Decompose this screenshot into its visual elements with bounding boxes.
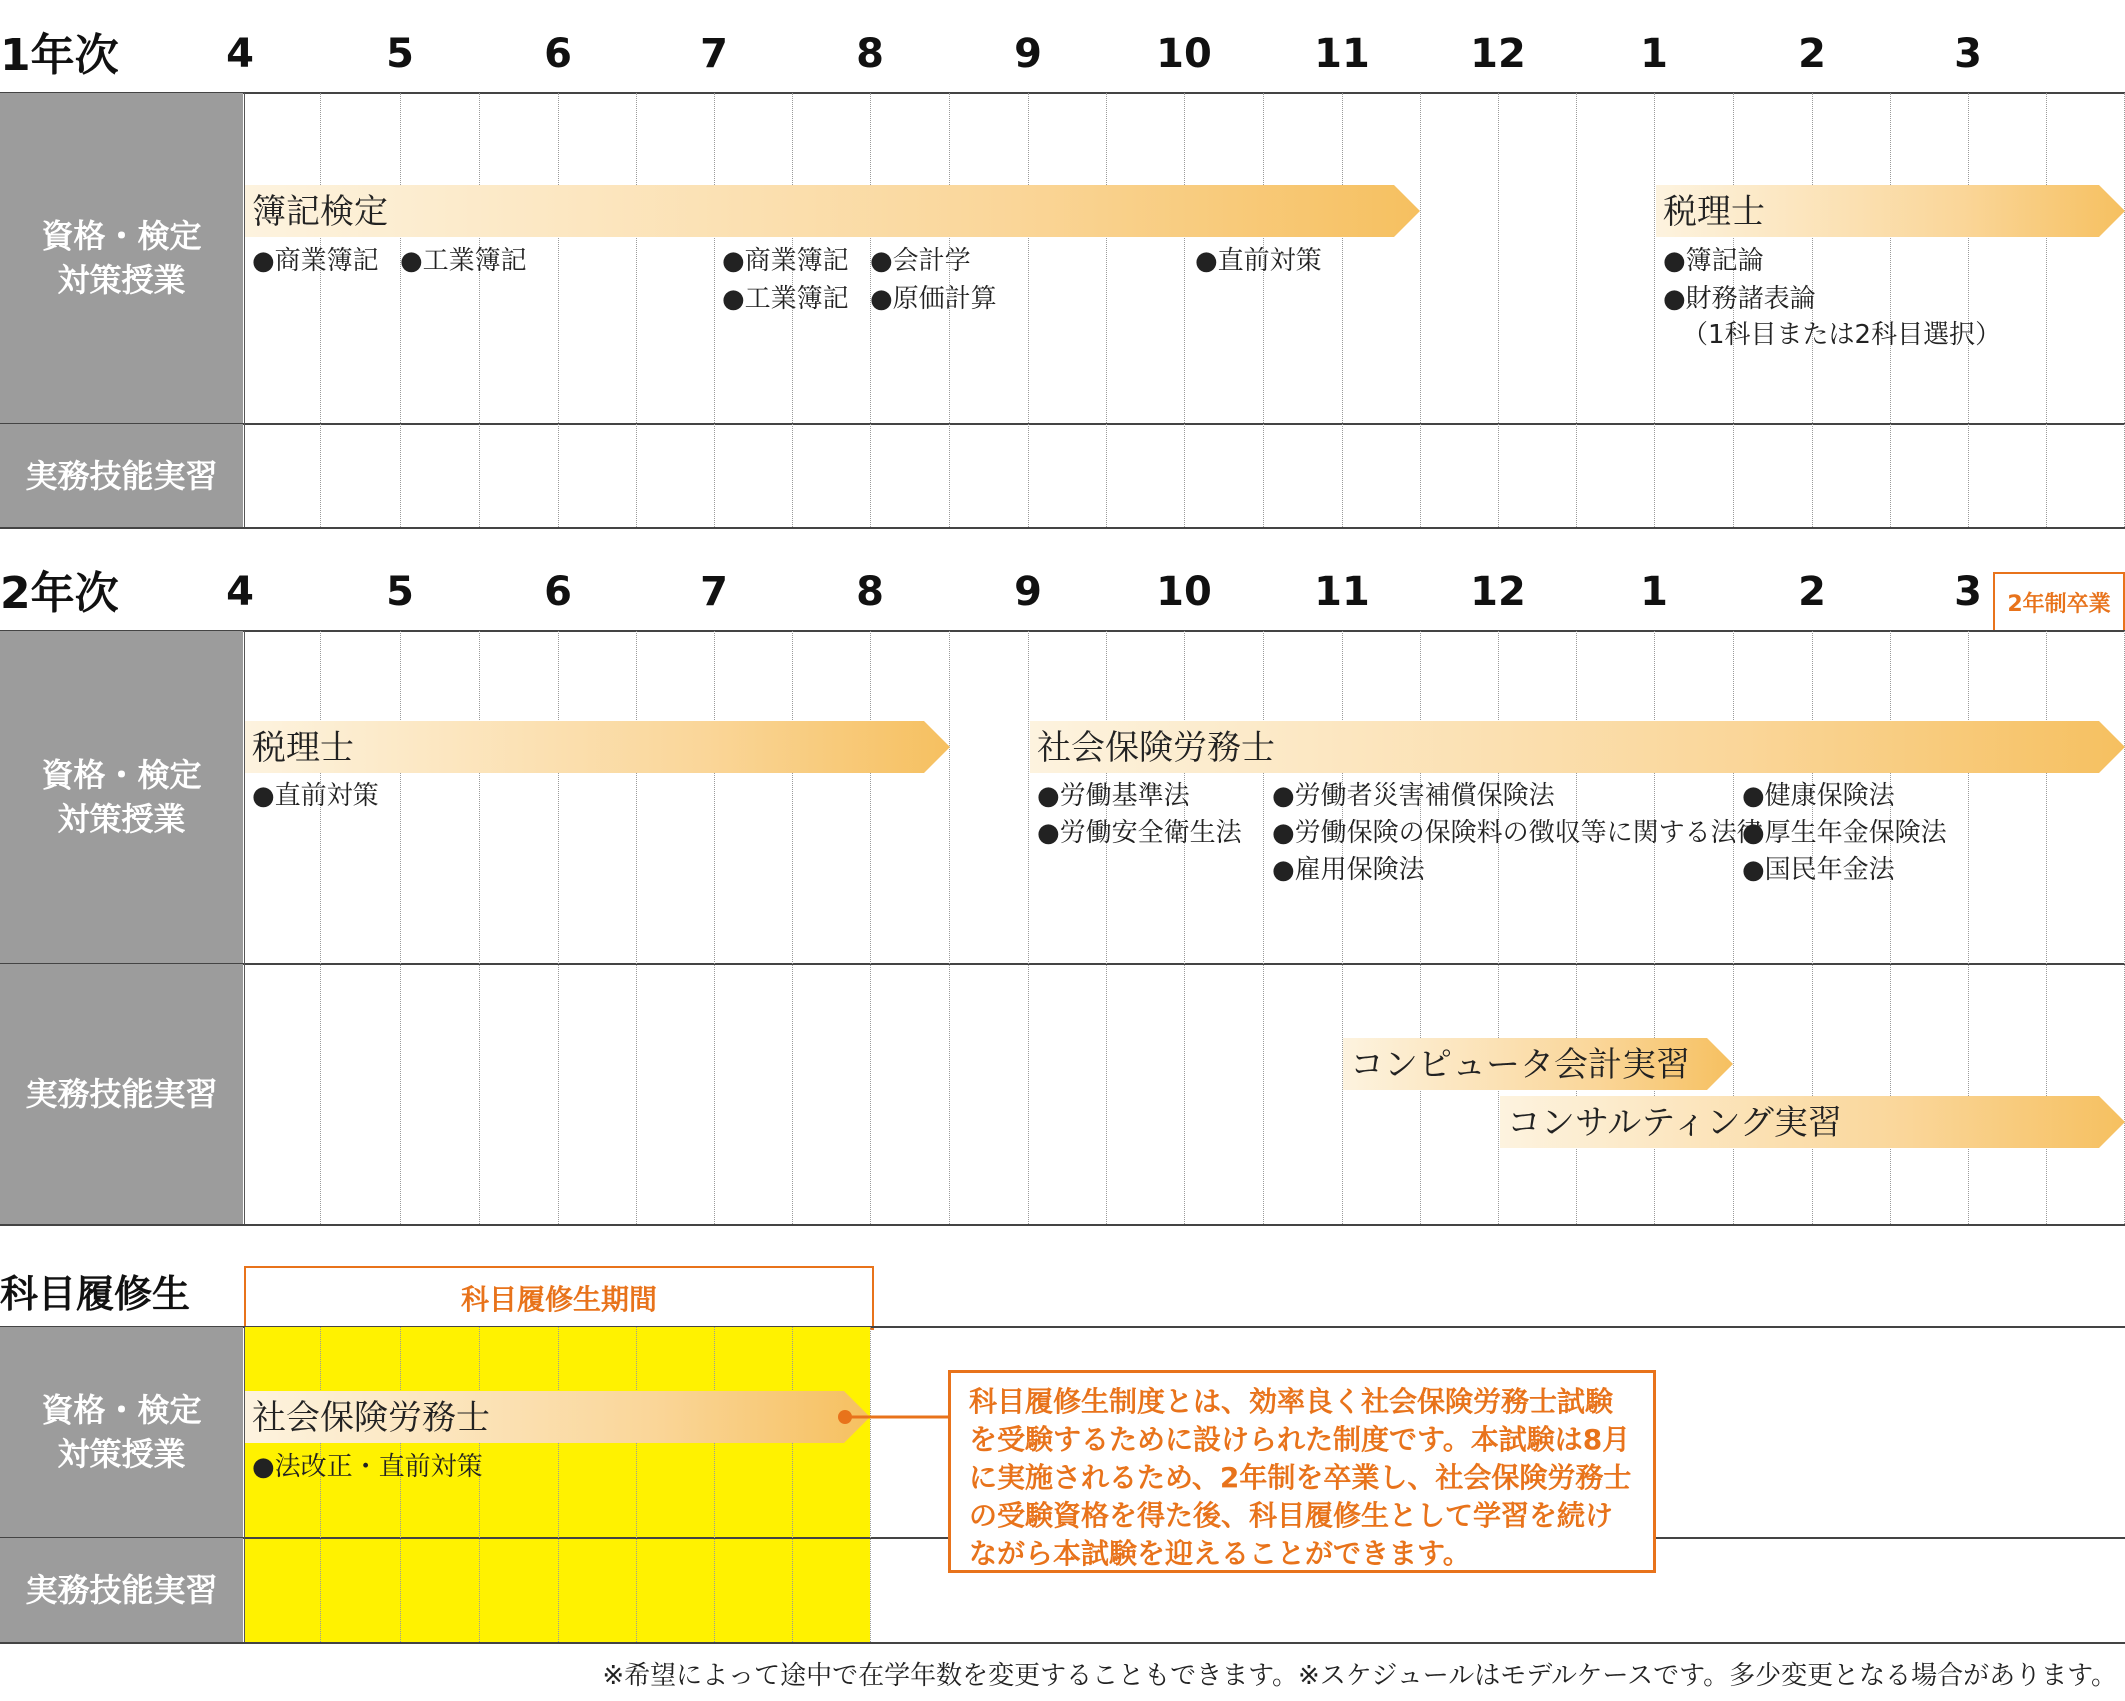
boki-title: 簿記検定	[252, 192, 388, 232]
month-label: 4	[226, 569, 254, 615]
month-label: 10	[1156, 31, 1212, 77]
month-label: 5	[386, 569, 414, 615]
boki-item: ●商業簿記	[252, 246, 379, 276]
year2-practice-label: 実務技能実習	[0, 964, 243, 1224]
boki-item: ●商業簿記	[722, 246, 849, 276]
boki-item: ●直前対策	[1195, 246, 1322, 276]
month-label: 8	[856, 569, 884, 615]
sharoushi-item: ●労働基準法	[1037, 781, 1190, 811]
zeirishi-item: ●財務諸表論	[1663, 284, 1816, 314]
zeirishi2-title: 税理士	[252, 728, 354, 768]
year1-qual-label: 資格・検定 対策授業	[0, 93, 243, 423]
year1-practice-label: 実務技能実習	[0, 424, 243, 527]
month-label: 8	[856, 31, 884, 77]
zeirishi-item: ●簿記論	[1663, 246, 1764, 276]
month-label: 9	[1014, 31, 1042, 77]
month-label: 10	[1156, 569, 1212, 615]
sharoushi-item: ●厚生年金保険法	[1742, 818, 1947, 848]
sharoushi-item: ●労働安全衛生法	[1037, 818, 1242, 848]
sharoushi-item: ●労働保険の保険料の徴収等に関する法律	[1272, 818, 1763, 848]
sharoushi-item: ●国民年金法	[1742, 855, 1895, 885]
sharoushi-title: 社会保険労務士	[1037, 728, 1275, 768]
zeirishi-item: （1科目または2科目選択）	[1682, 320, 2002, 350]
sharoushi-item: ●雇用保険法	[1272, 855, 1425, 885]
month-label: 2	[1798, 569, 1826, 615]
year2-qual-label: 資格・検定 対策授業	[0, 631, 243, 963]
rishu-sharoushi-item: ●法改正・直前対策	[252, 1452, 483, 1482]
month-label: 11	[1314, 569, 1370, 615]
footer-note: ※希望によって途中で在学年数を変更することもできます。※スケジュールはモデルケースです。多少変更となる場合があります。	[602, 1661, 2117, 1691]
month-label: 3	[1954, 569, 1982, 615]
month-label: 7	[700, 31, 728, 77]
rishu-note: 科目履修生制度とは、効率良く社会保険労務士試験を受験するために設けられた制度です。本試験は8月に実施されるため、2年制を卒業し、社会保険労務士の受験資格を得た後、科目履修生として学習を続けながら本試験を迎えることができます。	[948, 1370, 1656, 1573]
month-label: 1	[1640, 31, 1668, 77]
year2-title: 2年次	[0, 568, 119, 619]
boki-item: ●工業簿記	[400, 246, 527, 276]
rishu-title: 科目履修生	[0, 1272, 191, 1316]
month-label: 5	[386, 31, 414, 77]
sharoushi-item: ●健康保険法	[1742, 781, 1895, 811]
consulting-title: コンサルティング実習	[1507, 1103, 1842, 1143]
month-label: 11	[1314, 31, 1370, 77]
month-label: 2	[1798, 31, 1826, 77]
month-label: 7	[700, 569, 728, 615]
graduation-badge: 2年制卒業	[1993, 572, 2125, 632]
boki-item: ●原価計算	[870, 284, 997, 314]
rishu-period-badge: 科目履修生期間	[244, 1266, 874, 1330]
rishu-practice-label: 実務技能実習	[0, 1538, 243, 1642]
rishu-sharoushi-title: 社会保険労務士	[252, 1398, 490, 1438]
month-label: 12	[1470, 569, 1526, 615]
rishu-qual-label: 資格・検定 対策授業	[0, 1327, 243, 1537]
month-label: 9	[1014, 569, 1042, 615]
zeirishi2-item: ●直前対策	[252, 781, 379, 811]
month-label: 12	[1470, 31, 1526, 77]
boki-item: ●会計学	[870, 246, 971, 276]
zeirishi-title: 税理士	[1663, 192, 1765, 232]
computer-title: コンピュータ会計実習	[1350, 1045, 1690, 1085]
month-label: 6	[544, 569, 572, 615]
boki-item: ●工業簿記	[722, 284, 849, 314]
month-label: 3	[1954, 31, 1982, 77]
month-label: 1	[1640, 569, 1668, 615]
month-label: 6	[544, 31, 572, 77]
year1-title: 1年次	[0, 30, 119, 81]
sharoushi-item: ●労働者災害補償保険法	[1272, 781, 1555, 811]
month-label: 4	[226, 31, 254, 77]
